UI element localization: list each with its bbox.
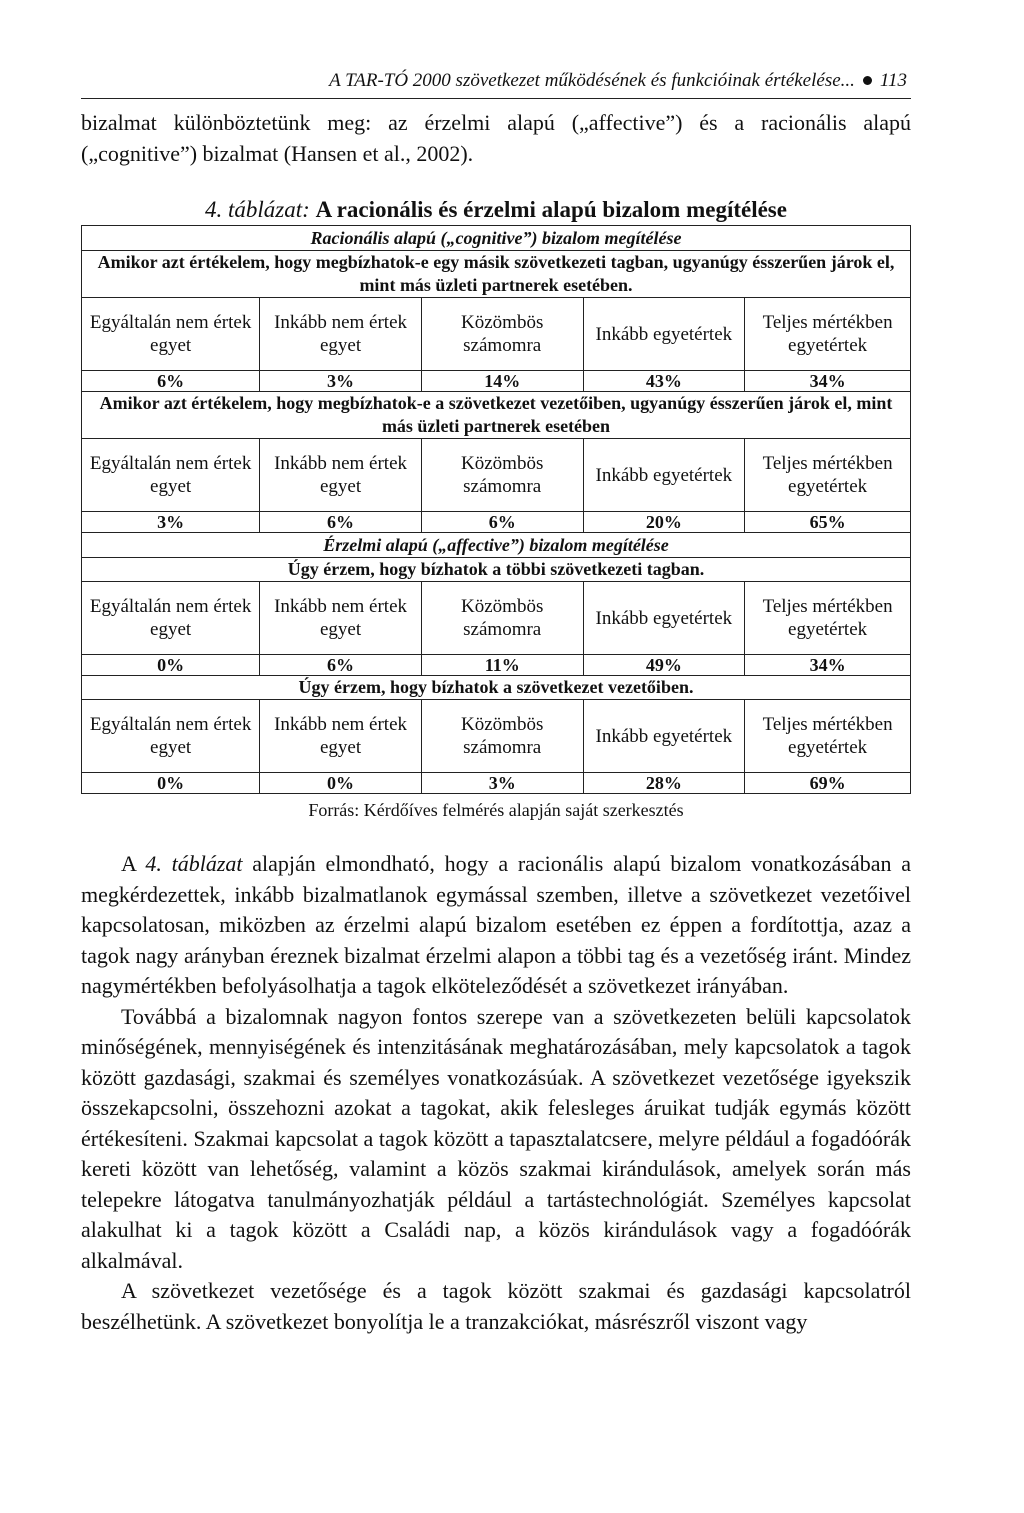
category-row [82, 700, 911, 773]
percent-cell: 34% [745, 655, 911, 676]
paragraph-text: alapján elmondható, hogy a racionális alapú bizalom vonatkozásában a megkérdezettek, inkább bizalmatlanok egymással szemben, illetve a szövetkezet vezetőivel kapcsolatosan, miközben az érzelmi alapú bizalom esetében ez éppen a fordítottja, azaz a tagok nagy arányban éreznek bizalmat érzelmi alapon a többi tag és a vezetőség iránt. Mindez nagymértékben befolyásolhatja a tagok elköteleződését a szövetkezet irányában. [81, 851, 912, 998]
table-caption-text: A racionális és érzelmi alapú bizalom megítélése [315, 197, 787, 222]
intro-paragraph: bizalmat különböztetünk meg: az érzelmi alapú („affective”) és a racionális alapú („cognitive”) bizalmat (Hansen et al., 2002). [81, 110, 911, 166]
category-row [82, 582, 911, 655]
percent-cell: 3% [82, 512, 260, 533]
percent-cell: 49% [583, 655, 745, 676]
percent-cell: 3% [260, 371, 422, 392]
percent-row [82, 371, 911, 392]
category-cell: Teljes mértékben egyetértek [745, 582, 911, 655]
paragraph-start: A [121, 851, 136, 876]
category-cell: Inkább egyetértek [583, 582, 745, 655]
table-source-note: Forrás: Kérdőíves felmérés alapján saját szerkesztés [308, 800, 684, 820]
percent-cell: 14% [421, 371, 583, 392]
body-paragraph: A szövetkezet vezetősége és a tagok között szakmai és gazdasági kapcsolatról beszélhetünk. A szövetkezet bonyolítja le a tranzakciókat, másrészről viszont vagy [81, 1278, 911, 1334]
percent-cell: 0% [82, 655, 260, 676]
percent-cell: 28% [583, 773, 745, 794]
percent-row [82, 512, 911, 533]
category-cell: Inkább egyetértek [583, 298, 745, 371]
statement: Úgy érzem, hogy bízhatok a többi szövetkezeti tagban. [82, 558, 911, 582]
category-cell: Egyáltalán nem értek egyet [82, 700, 260, 773]
statement: Úgy érzem, hogy bízhatok a szövetkezet vezetőiben. [82, 676, 911, 700]
category-cell: Egyáltalán nem értek egyet [82, 582, 260, 655]
percent-cell: 3% [421, 773, 583, 794]
percent-row [82, 773, 911, 794]
category-row [82, 439, 911, 512]
category-cell: Teljes mértékben egyetértek [745, 700, 911, 773]
percent-cell: 6% [260, 655, 422, 676]
category-cell: Teljes mértékben egyetértek [745, 439, 911, 512]
category-cell: Inkább nem értek egyet [260, 582, 422, 655]
body-text [81, 849, 911, 1337]
percent-cell: 65% [745, 512, 911, 533]
category-cell: Teljes mértékben egyetértek [745, 298, 911, 371]
table-reference: 4. táblázat [145, 851, 243, 876]
running-title: A TAR-TÓ 2000 szövetkezet működésének és funkcióinak értékelése... [329, 70, 855, 91]
percent-cell: 6% [260, 512, 422, 533]
statement: Amikor azt értékelem, hogy megbízhatok-e egy másik szövetkezeti tagban, ugyanúgy ésszerűen járok el, mint más üzleti partnerek esetében. [82, 251, 911, 298]
category-cell: Egyáltalán nem értek egyet [82, 439, 260, 512]
percent-cell: 34% [745, 371, 911, 392]
percent-cell: 69% [745, 773, 911, 794]
running-header [81, 70, 911, 99]
table-caption-label: 4. táblázat: [205, 197, 310, 222]
table-caption [81, 197, 911, 223]
percent-cell: 6% [82, 371, 260, 392]
category-row [82, 298, 911, 371]
category-cell: Inkább nem értek egyet [260, 439, 422, 512]
category-cell: Egyáltalán nem értek egyet [82, 298, 260, 371]
category-cell: Inkább nem értek egyet [260, 298, 422, 371]
trust-table [81, 225, 911, 794]
category-cell: Közömbös számomra [421, 700, 583, 773]
page [81, 70, 911, 1337]
percent-row [82, 655, 911, 676]
body-paragraph: Továbbá a bizalomnak nagyon fontos szerepe van a szövetkezeten belüli kapcsolatok minőségének, mennyiségének és intenzitásának meghatározásában, mely kapcsolatok a tagok között gazdasági, szakmai és személyes vonatkozásúak. A szövetkezet vezetősége igyekszik összekapcsolni, összehozni azokat a tagokat, akik felesleges áruikat tudják egymás között értékesíteni. Szakmai kapcsolat a tagok között a tapasztalatcsere, melyre például a fogadóórák kereti között van lehetőség, valamint a közös szakmai kirándulások, amelyek során más telepekre látogatva tanulmányozhatják például a tartástechnológiát. Személyes kapcsolat alakulhat ki a tagok között a Családi nap, a közös kirándulások vagy a fogadóórák alkalmával. [81, 1003, 911, 1273]
body-paragraph [81, 849, 911, 1002]
page-number: 113 [879, 70, 907, 91]
percent-cell: 0% [260, 773, 422, 794]
category-cell: Inkább nem értek egyet [260, 700, 422, 773]
category-cell: Inkább egyetértek [583, 439, 745, 512]
bullet-icon [863, 76, 872, 85]
category-cell: Közömbös számomra [421, 439, 583, 512]
percent-cell: 43% [583, 371, 745, 392]
percent-cell: 6% [421, 512, 583, 533]
category-cell: Közömbös számomra [421, 298, 583, 371]
percent-cell: 20% [583, 512, 745, 533]
category-cell: Közömbös számomra [421, 582, 583, 655]
statement: Amikor azt értékelem, hogy megbízhatok-e a szövetkezet vezetőiben, ugyanúgy ésszerűen járok el, mint más üzleti partnerek esetében [82, 392, 911, 439]
percent-cell: 0% [82, 773, 260, 794]
category-cell: Inkább egyetértek [583, 700, 745, 773]
section-heading: Racionális alapú („cognitive”) bizalom megítélése [82, 226, 911, 251]
section-heading: Érzelmi alapú („affective”) bizalom megítélése [82, 533, 911, 558]
percent-cell: 11% [421, 655, 583, 676]
